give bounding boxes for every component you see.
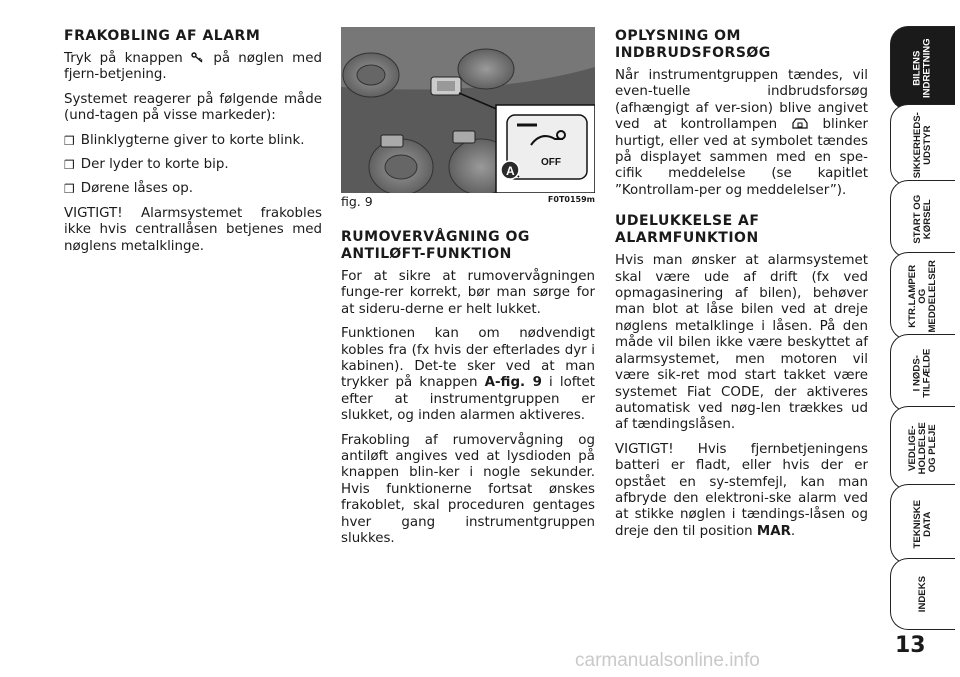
ceiling-console-illustration [341, 27, 595, 193]
paragraph: Systemet reagerer på følgende måde (und-tagen på visse markeder): [64, 91, 322, 124]
tab-i-nodstilfaelde[interactable]: I NØDS- TILFÆLDE [890, 334, 955, 412]
figure-ceiling-button [341, 27, 595, 193]
heading-udelukkelse: UDELUKKELSE AF ALARMFUNKTION [615, 213, 760, 247]
tab-ktr-lamper[interactable]: KTR.LAMPER OG MEDDELELSER [890, 252, 955, 340]
tab-sikkerhedsudstyr[interactable]: SIKKERHEDS- UDSTYR [890, 104, 955, 186]
list-item: ❒ Der lyder to korte bip. [64, 157, 229, 173]
column-3 [615, 28, 868, 548]
heading-oplysning: OPLYSNING OM INDBRUDSFORSØG [615, 28, 771, 61]
checkbox-bullet-icon: ❒ [64, 133, 75, 148]
off-label: OFF [541, 157, 561, 168]
paragraph: Frakobling af rumovervågning og antiløft angives ved at lysdioden på knappen blin-ker i nogle sekunder. Hvis funktionerne fortsat ønskes frakoblet, skal proceduren gentages hver gang instrumentgruppen slukkes. [341, 432, 595, 547]
paragraph: VIGTIGT! Alarmsystemet frakobles ikke hvis centrallåsen betjenes med nøglens metalklinge. [64, 205, 322, 254]
paragraph: Hvis man ønsker at alarmsystemet skal være ude af drift (fx ved opmagasinering af bilen), behøver man blot at låse bilen ved at dreje nøglens metalklinge i låsen. På den måde vil bilen ikke være beskyttet af alarmsystemet, men motoren vil være sik-ret mod start takket være systemet Fiat CODE, der aktiveres automatisk ved nøg-len trækkes ud af tændingslåsen. [615, 253, 868, 433]
paragraph: VIGTIGT! Hvis fjernbetjeningens batteri er fladt, eller hvis der er opstået en sy-stemfejl, kan man afbryde den elektroni-ske alarm ved at stikke nøglen i tændings-låsen og dreje den til position MAR. [615, 441, 868, 539]
watermark: carmanualsonline.info [575, 650, 760, 671]
callout-marker-a: A [506, 164, 515, 178]
tab-bilens-indretning[interactable]: BILENS INDRETNING [890, 26, 955, 110]
alarm-warning-lamp-icon [791, 117, 809, 130]
paragraph: Når instrumentgruppen tændes, vil even-tuelle indbrudsforsøg (afhængigt af ver-sion) blive angivet ved at kontrollampen blinker hurtigt, eller ved at symbolet tændes på displayet sammen med en spe-cifik meddelelse (se kapitlet ”Kontrollam-per og meddelelser”). [615, 68, 868, 198]
column-1 [64, 28, 322, 263]
list-item: ❒ Dørene låses op. [64, 181, 194, 197]
chapter-tabs [883, 0, 960, 630]
page-number: 13 [895, 633, 926, 658]
tab-start-og-korsel[interactable]: START OG KØRSEL [890, 180, 955, 258]
heading-frakobling: FRAKOBLING AF ALARM [64, 28, 261, 44]
paragraph: For at sikre at rumovervågningen funge-rer korrekt, bør man sørge for at sideru-derne er helt lukket. [341, 269, 595, 317]
figure-code: F0T0159m [547, 195, 595, 204]
paragraph: Funktionen kan om nødvendigt kobles fra (fx hvis der efterlades dyr i kabinen). Det-te sker ved at man trykker på knappen A-fig. 9 i loftet efter at instrumentgruppen er slukket, og inden alarmen aktiveres. [341, 326, 596, 424]
heading-rumovervaagning: RUMOVERVÅGNING OG ANTILØFT-FUNKTION [341, 229, 530, 262]
tab-indeks[interactable]: INDEKS [890, 558, 955, 630]
list-item: ❒ Blinklygterne giver to korte blink. [64, 132, 305, 148]
tab-vedligeholdelse[interactable]: VEDLIGE- HOLDELSE OG PLEJE [890, 406, 955, 490]
paragraph: Tryk på knappen på nøglen med fjern-betjening. [64, 51, 322, 83]
checkbox-bullet-icon: ❒ [64, 158, 75, 173]
tab-tekniske-data[interactable]: TEKNISKE DATA [890, 484, 955, 564]
column-2 [341, 229, 595, 556]
key-unlock-icon [191, 52, 205, 63]
checkbox-bullet-icon: ❒ [64, 182, 75, 197]
figure-caption: fig. 9 F0T0159m [341, 194, 595, 209]
